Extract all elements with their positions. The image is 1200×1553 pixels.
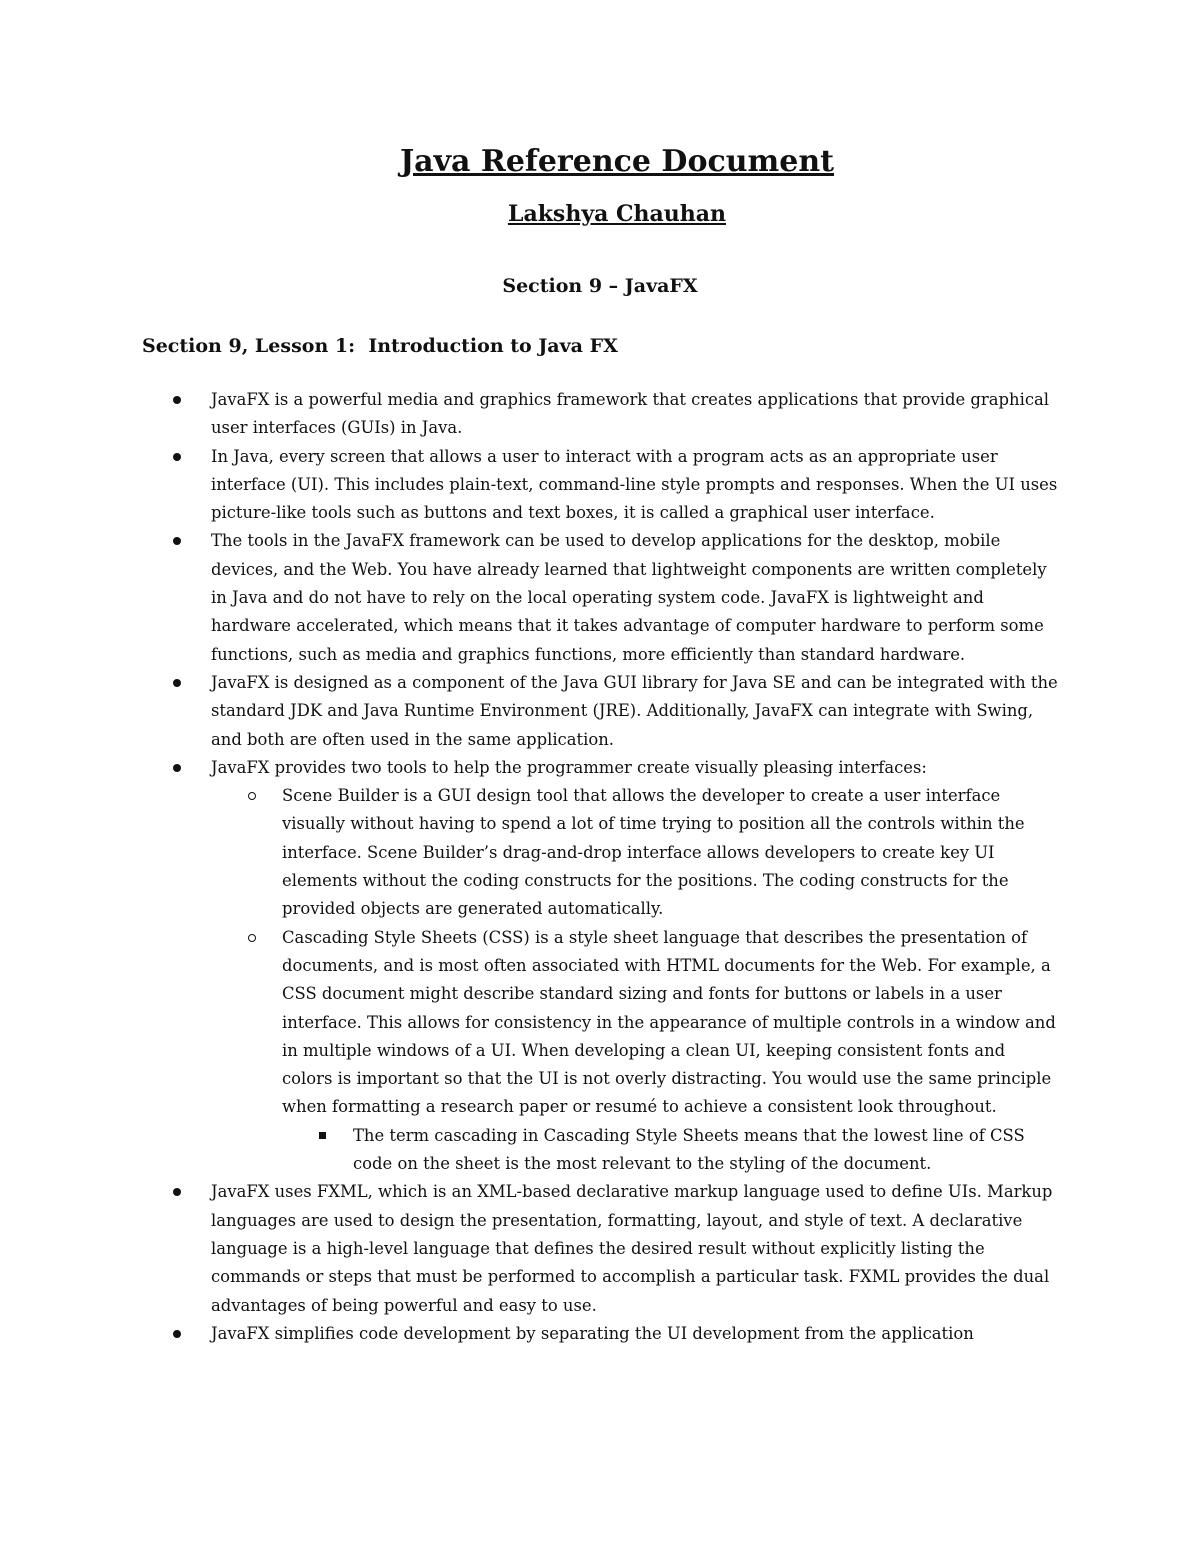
bullet-dot-icon [173,527,181,555]
list-item-text: In Java, every screen that allows a user to interact with a program acts as an appropriate user interface (UI). This includes plain-text, command-line style prompts and responses. When the UI uses picture-like tools such as buttons and text boxes, it is called a graphical user interface. [211,446,1058,523]
list-item [0,443,1061,528]
sub-sub-list-item-text: The term cascading in Cascading Style Sheets means that the lowest line of CSS code on the sheet is the most relevant to the styling of the document. [353,1125,1025,1174]
list-item-text: The tools in the JavaFX framework can be used to develop applications for the desktop, mobile devices, and the Web. You have already learned that lightweight components are written completely in Java and do not have to rely on the local operating system code. JavaFX is lightweight and hardware accelerated, which means that it takes advantage of computer hardware to perform some functions, such as media and graphics functions, more efficiently than standard hardware. [211,531,1047,664]
list-item-text: JavaFX simplifies code development by separating the UI development from the application [211,1323,974,1343]
sub-list-item [211,782,1057,923]
sub-list-item [211,924,1057,1179]
bullet-dot-icon [173,669,181,697]
sub-sub-bullet-list [282,1122,1057,1179]
bullet-circle-icon [248,782,256,810]
list-item-text: JavaFX provides two tools to help the programmer create visually pleasing interfaces: [211,757,927,777]
list-item [0,386,1061,443]
list-item [0,1178,1061,1319]
list-item [0,754,1061,1178]
bullet-dot-icon [173,1178,181,1206]
bullet-dot-icon [173,386,181,414]
document-body [0,386,1200,1348]
list-item [0,527,1061,668]
section-heading: Section 9 – JavaFX [502,275,698,297]
bullet-dot-icon [173,1320,181,1348]
sub-list-item-text: Cascading Style Sheets (CSS) is a style sheet language that describes the presentation of documents, and is most often associated with HTML documents for the Web. For example, a CSS document might describe standard sizing and fonts for buttons or labels in a user interface. This allows for consistency in the appearance of multiple controls in a window and in multiple windows of a UI. When developing a clean UI, keeping consistent fonts and colors is important so that the UI is not overly distracting. You would use the same principle when formatting a research paper or resumé to achieve a consistent look throughout. [282,927,1056,1117]
sub-bullet-list [0,782,1061,1178]
lesson-heading: Section 9, Lesson 1: Introduction to Java FX [142,335,618,357]
bullet-circle-icon [248,924,256,952]
bullet-square-icon [319,1122,326,1150]
bullet-list [0,386,1200,1348]
bullet-dot-icon [173,443,181,471]
list-item [0,1320,1061,1348]
list-item-text: JavaFX is designed as a component of the Java GUI library for Java SE and can be integrated with the standard JDK and Java Runtime Environment (JRE). Additionally, JavaFX can integrate with Swing, and both are often used in the same application. [211,672,1058,749]
bullet-dot-icon [173,754,181,782]
document-title: Java Reference Document [399,144,835,179]
list-item-text: JavaFX is a powerful media and graphics framework that creates applications that provide graphical user interfaces (GUIs) in Java. [211,390,1050,438]
sub-list-item-text: Scene Builder is a GUI design tool that allows the developer to create a user interface visually without having to spend a lot of time trying to position all the controls within the interface. Scene Builder’s drag-and-drop interface allows developers to create key UI elements without the coding constructs for the positions. The coding constructs for the provided objects are generated automatically. [282,786,1025,919]
list-item [0,669,1061,754]
author-name: Lakshya Chauhan [507,201,727,227]
sub-sub-list-item [282,1122,1053,1179]
list-item-text: JavaFX uses FXML, which is an XML-based declarative markup language used to define UIs. Markup languages are used to design the presentation, formatting, layout, and style of text. A declarative language is a high-level language that defines the desired result without explicitly listing the commands or steps that must be performed to accomplish a particular task. FXML provides the dual advantages of being powerful and easy to use. [211,1182,1053,1315]
